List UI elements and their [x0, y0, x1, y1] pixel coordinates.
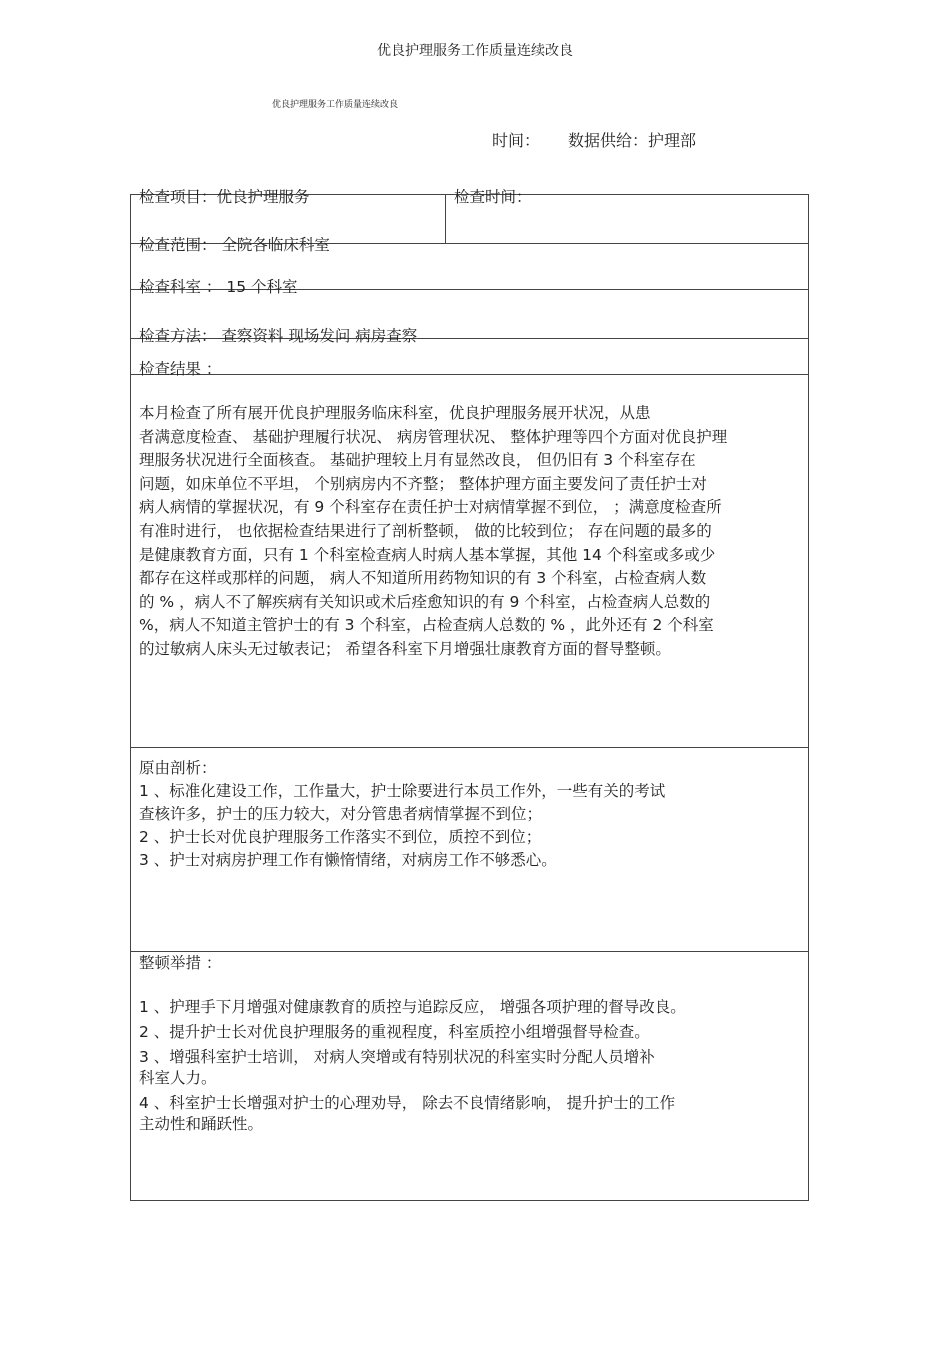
table-rule [130, 374, 809, 375]
measure-item: 4 、科室护士长增强对护士的心理劝导， 除去不良情绪影响， 提升护士的工作 [139, 1094, 676, 1112]
measure-item: 主动性和踊跃性。 [139, 1115, 264, 1133]
document-title: 优良护理服务工作质量连续改良 [377, 43, 573, 59]
data-source-label: 数据供给：护理部 [568, 131, 697, 150]
measure-item: 3 、增强科室护士培训， 对病人突增或有特别状况的科室实时分配人员增补 [139, 1048, 655, 1066]
table-border-right [808, 194, 809, 1201]
result-line: 理服务状况进行全面核查。 基础护理较上月有显然改良， 但仍旧有 3 个科室存在 [139, 451, 696, 470]
cause-item: 查核许多，护士的压力较大，对分管患者病情掌握不到位； [139, 805, 543, 823]
result-line: 有准时进行， 也依据检查结果进行了剖析整顿， 做的比较到位； 存在问题的最多的 [139, 521, 712, 540]
inspection-scope: 检查范围： 全院各临床科室 [139, 236, 330, 254]
measure-item: 1 、护理手下月增强对健康教育的质控与追踪反应， 增强各项护理的督导改良。 [139, 998, 686, 1016]
cause-item: 1 、标准化建设工作，工作量大，护士除要进行本员工作外，一些有关的考试 [139, 782, 666, 800]
result-line: 的过敏病人床头无过敏表记； 希望各科室下月增强壮康教育方面的督导整顿。 [139, 639, 671, 658]
result-line: 的 % ，病人不了解疾病有关知识或术后痊愈知识的有 9 个科室，占检查病人总数的 [139, 592, 711, 611]
measure-item: 科室人力。 [139, 1069, 217, 1087]
result-line: 本月检查了所有展开优良护理服务临床科室，优良护理服务展开状况，从患 [139, 404, 651, 422]
result-line: 问题，如床单位不平坦， 个别病房内不齐整； 整体护理方面主要发问了责任护士对 [139, 474, 707, 493]
cause-item: 2 、护士长对优良护理服务工作落实不到位，质控不到位； [139, 828, 542, 846]
table-rule [130, 747, 809, 748]
document-subtitle: 优良护理服务工作质量连续改良 [272, 100, 399, 110]
corrective-measures-list [139, 995, 686, 1137]
inspection-result-text [139, 402, 829, 662]
result-line: 者满意度检查、 基础护理履行状况、 病房管理状况、 整体护理等四个方面对优良护理 [139, 427, 728, 446]
corrective-measures-label: 整顿举措 ： [139, 954, 222, 972]
cause-analysis-label: 原由剖析： [139, 759, 217, 777]
cause-analysis-list [139, 780, 665, 872]
table-column-divider [445, 194, 446, 243]
table-border-left [130, 194, 131, 1201]
result-line: %，病人不知道主管护士的有 3 个科室，占检查病人总数的 % ，此外还有 2 个科室 [139, 616, 714, 635]
inspection-result-label: 检查结果 ： [139, 360, 222, 378]
result-line: 病人病情的掌握状况，有 9 个科室存在责任护士对病情掌握不到位， ；满意度检查所 [139, 498, 722, 517]
cause-item: 3 、护士对病房护理工作有懒惰情绪，对病房工作不够悉心。 [139, 851, 557, 869]
table-rule [130, 951, 809, 952]
table-border-bottom [130, 1200, 809, 1201]
result-line: 是健康教育方面，只有 1 个科室检查病人时病人基本掌握，其他 14 个科室或多或少 [139, 545, 716, 564]
inspection-item: 检查项目：优良护理服务 [139, 188, 310, 206]
result-line: 都存在这样或那样的问题， 病人不知道所用药物知识的有 3 个科室，占检查病人数 [139, 569, 707, 588]
time-label: 时间： [492, 131, 541, 150]
inspection-time: 检查时间： [454, 188, 532, 206]
measure-item: 2 、提升护士长对优良护理服务的重视程度，科室质控小组增强督导检查。 [139, 1023, 650, 1041]
inspection-departments: 检查科室 ： 15 个科室 [139, 278, 298, 296]
inspection-method: 检查方法： 查察资料 现场发问 病房查察 [139, 327, 418, 345]
